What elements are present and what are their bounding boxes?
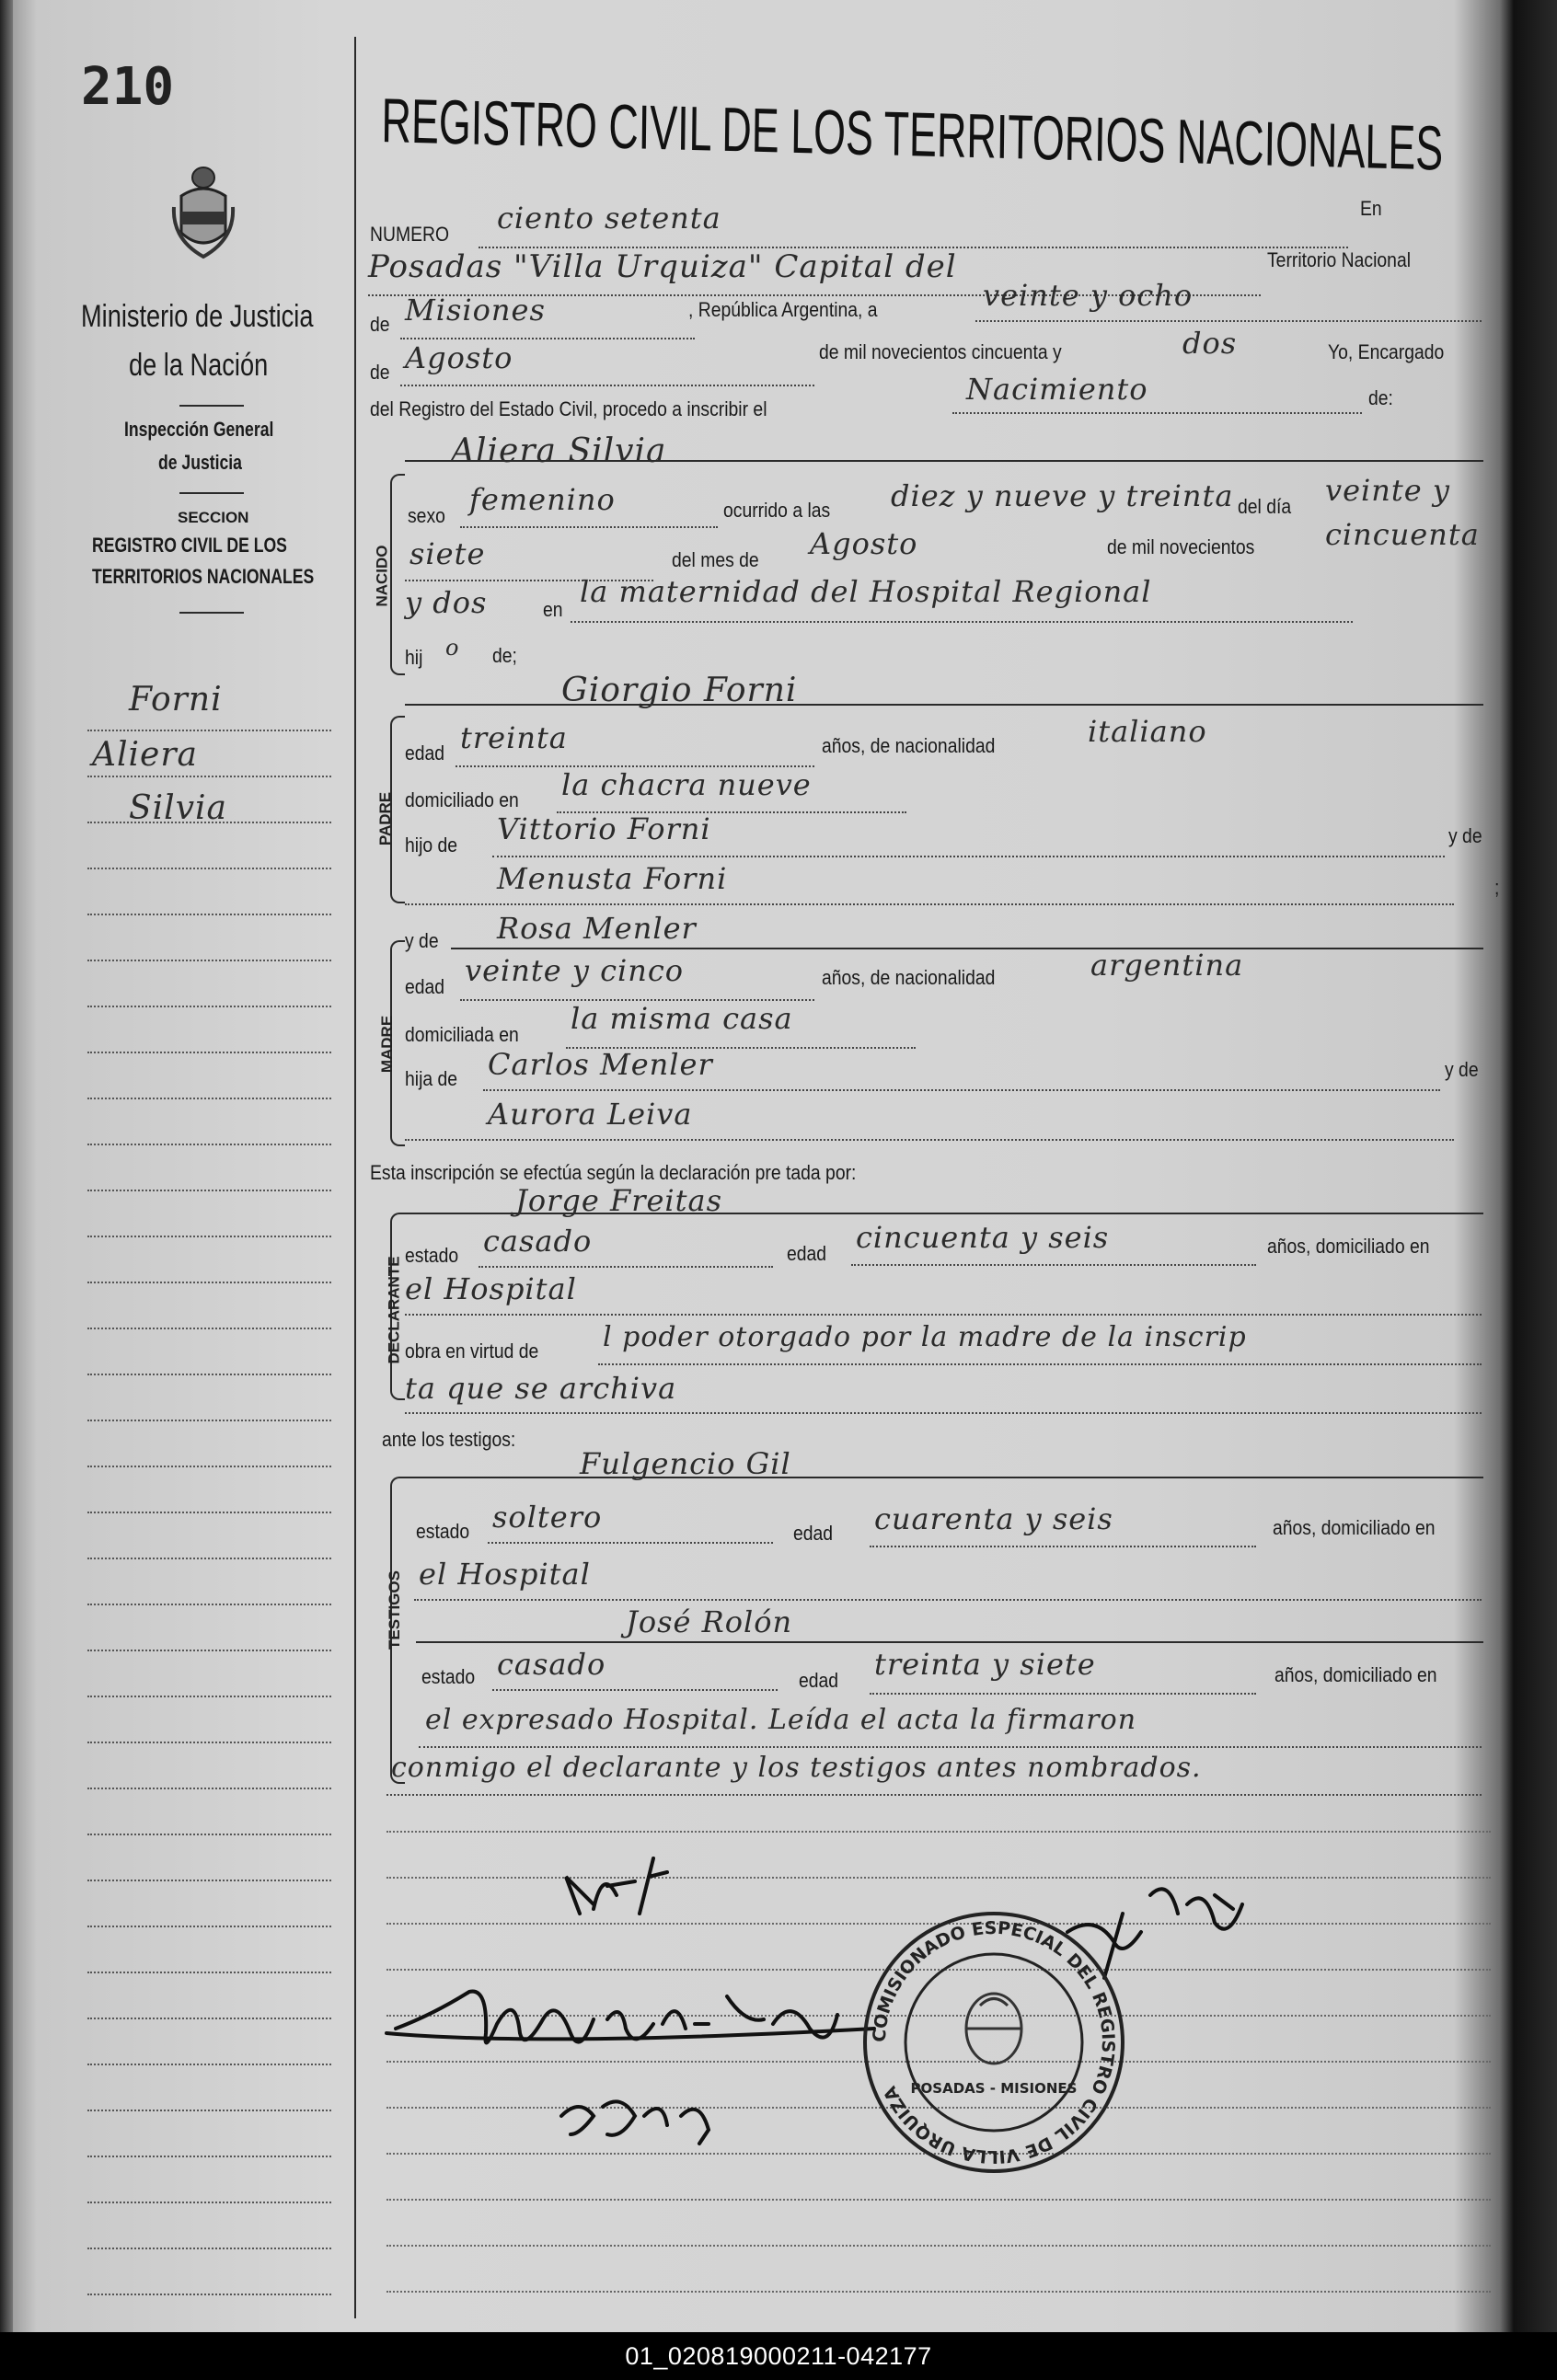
madre-hija-dots: [483, 1089, 1440, 1091]
declarante-edad-value: cincuenta y seis: [856, 1220, 1110, 1255]
madre-hija-label: hija de: [405, 1067, 458, 1090]
padre-dom-value: la chacra nueve: [561, 767, 812, 802]
dia-label: del día: [1238, 495, 1292, 518]
dia-value: veinte y ocho: [983, 278, 1194, 313]
testigo2-nombre: José Rolón: [626, 1604, 793, 1639]
obra-dots: [598, 1363, 1482, 1365]
madre-yde-label: y de: [405, 929, 439, 952]
madre-side-label: MADRE: [378, 1015, 397, 1074]
en-label: En: [1360, 197, 1382, 220]
place-value: Posadas "Villa Urquiza" Capital del: [368, 248, 957, 285]
section-divider: [179, 612, 244, 614]
lugar-value: la maternidad del Hospital Regional: [580, 574, 1152, 609]
testigo1-dom-label: años, domiciliado en: [1273, 1516, 1436, 1539]
mes-dots: [400, 385, 814, 386]
declarante-top-rule: [405, 1213, 1483, 1214]
inspection-divider: [179, 492, 244, 494]
testigo1-estado-dots: [488, 1542, 773, 1544]
inspection-line2: de Justicia: [158, 451, 242, 474]
acto-value: Nacimiento: [966, 372, 1148, 407]
testigo2-rule: [416, 1641, 1483, 1643]
declaracion-text: Esta inscripción se efectúa según la declaración pre tada por:: [370, 1161, 857, 1184]
sexo-label: sexo: [408, 504, 445, 527]
nacido-side-label: NACIDO: [373, 545, 391, 607]
madre-madre-value: Aurora Leiva: [488, 1097, 693, 1132]
nacido-year-value: cincuenta: [1325, 517, 1480, 552]
margin-name-line3: Silvia: [129, 789, 228, 827]
nacido-mes-value: Agosto: [810, 526, 918, 561]
testigo1-estado-label: estado: [416, 1520, 470, 1543]
section-line1: SECCION: [178, 509, 249, 526]
obra-value2: ta que se archiva: [405, 1371, 677, 1406]
year-label: de mil novecientos cincuenta y: [819, 340, 1062, 363]
de-label: de: [370, 313, 390, 336]
margin-column-rule: [354, 37, 356, 2318]
testigos-side-label: TESTIGOS: [385, 1570, 403, 1650]
padre-hijo-dots: [492, 856, 1445, 857]
padre-edad-value: treinta: [460, 720, 568, 755]
madre-edad-value: veinte y cinco: [465, 953, 685, 988]
declarante-nombre-value: Jorge Freitas: [515, 1183, 723, 1218]
padre-nac-label: años, de nacionalidad: [822, 734, 996, 757]
declarante-estado-label: estado: [405, 1244, 459, 1267]
de3-label: de:: [1368, 386, 1393, 409]
hora-label: ocurrido a las: [723, 499, 831, 522]
obra-value: l poder otorgado por la madre de la inscrip: [603, 1321, 1247, 1353]
coat-of-arms-icon: [170, 161, 236, 260]
padre-top-rule: [405, 704, 1483, 706]
acto-dots: [952, 412, 1362, 414]
testigo2-dom-dots: [419, 1746, 1482, 1748]
hijo-label: hij: [405, 646, 423, 669]
padre-nombre-value: Giorgio Forni: [561, 672, 798, 709]
page-title: REGISTRO CIVIL DE LOS TERRITORIOS NACIONALES: [381, 85, 1444, 184]
madre-dom-label: domiciliada en: [405, 1023, 519, 1046]
testigo2-dom: el expresado Hospital. Leída el acta la firmaron: [425, 1704, 1137, 1736]
inspection-line1: Inspección General: [124, 418, 274, 441]
year-value: dos: [1182, 326, 1238, 361]
de2-label: de: [370, 361, 390, 384]
testigo2-estado-label: estado: [421, 1665, 476, 1688]
madre-nombre-value: Rosa Menler: [497, 911, 697, 946]
nacido-mes-label: del mes de: [672, 548, 759, 571]
closing-dots: [386, 1794, 1482, 1796]
madre-nac-value: argentina: [1090, 948, 1244, 983]
nacido-top-rule: [405, 460, 1483, 462]
yo-label: Yo, Encargado: [1328, 340, 1445, 363]
section-line3: TERRITORIOS NACIONALES: [92, 565, 315, 588]
testigo2-estado: casado: [497, 1647, 606, 1682]
section-line2: REGISTRO CIVIL DE LOS: [92, 534, 287, 557]
padre-hijo-value: Vittorio Forni: [497, 811, 711, 846]
nacido-bracket: [390, 474, 405, 675]
testigo1-edad-dots: [870, 1546, 1256, 1547]
padre-nac-value: italiano: [1088, 714, 1207, 749]
territorio-label: Territorio Nacional: [1267, 248, 1412, 271]
nacido-de-label: de;: [492, 644, 517, 667]
padre-yde-label: y de: [1448, 824, 1482, 847]
nacido-en-label: en: [543, 598, 563, 621]
testigo2-estado-dots: [492, 1689, 778, 1691]
nacido-year-value2: y dos: [405, 585, 488, 620]
declarante-dom-label: años, domiciliado en: [1267, 1235, 1430, 1258]
declarante-edad-label: edad: [787, 1242, 827, 1265]
padre-dom-label: domiciliado en: [405, 788, 519, 811]
territorio-value: Misiones: [405, 293, 546, 328]
padre-madre-dots: [405, 903, 1454, 905]
obra2-dots: [405, 1412, 1482, 1414]
stamp-center-text: POSADAS - MISIONES: [910, 2080, 1078, 2097]
territorio-dots: [400, 338, 695, 339]
testigo1-dom-dots: [414, 1599, 1482, 1601]
sexo-value: femenino: [469, 482, 616, 517]
hora-value: diez y nueve y treinta: [891, 478, 1234, 513]
padre-side-label: PADRE: [376, 791, 395, 846]
testigo1-edad-label: edad: [793, 1522, 834, 1545]
declarante-dom-dots: [405, 1314, 1482, 1316]
testigos-top-rule: [405, 1477, 1483, 1478]
stamp-ring-text: COMISIONADO ESPECIAL DEL REGISTRO CIVIL DE VILLA URQUIZA: [869, 1917, 1119, 2167]
numero-label: NUMERO: [370, 223, 450, 246]
declarante-estado-value: casado: [483, 1224, 593, 1259]
ministry-line1: Ministerio de Justicia: [81, 299, 314, 334]
page-number: 210: [81, 57, 175, 117]
padre-edad-label: edad: [405, 742, 445, 765]
margin-name-line2: Aliera: [92, 736, 199, 774]
madre-edad-label: edad: [405, 975, 445, 998]
republica-label: , República Argentina, a: [688, 298, 878, 321]
lugar-dots: [571, 621, 1353, 623]
closing-text: conmigo el declarante y los testigos antes nombrados.: [391, 1752, 1202, 1784]
margin-name-line1: Forni: [129, 681, 223, 719]
registro-label: del Registro del Estado Civil, procedo a inscribir el: [370, 397, 767, 420]
madre-hija-value: Carlos Menler: [488, 1047, 713, 1082]
numero-value: ciento setenta: [497, 201, 721, 236]
declarante-edad-dots: [851, 1264, 1256, 1266]
testigo2-edad-label: edad: [799, 1669, 839, 1692]
dia-dots: [975, 320, 1482, 322]
testigo1-estado: soltero: [492, 1500, 603, 1535]
declarante-dom-value: el Hospital: [405, 1271, 577, 1306]
padre-semicolon: ;: [1494, 876, 1500, 899]
testigo1-dom: el Hospital: [419, 1557, 591, 1592]
madre-top-rule: [451, 948, 1483, 949]
ministry-divider: [179, 405, 244, 407]
nacido-dia-value2: siete: [409, 536, 486, 571]
madre-madre-dots: [405, 1139, 1454, 1141]
ante-testigos-label: ante los testigos:: [382, 1428, 516, 1451]
testigo2-edad-dots: [870, 1693, 1256, 1695]
scan-id-footer: 01_020819000211-042177: [0, 2332, 1557, 2380]
padre-madre-value: Menusta Forni: [497, 861, 728, 896]
binding-edge: [0, 0, 13, 2332]
declarante-side-label: DECLARANTE: [385, 1256, 403, 1364]
madre-dom-value: la misma casa: [571, 1001, 793, 1036]
testigo2-edad: treinta y siete: [874, 1647, 1096, 1682]
nacido-dia-value: veinte y: [1325, 473, 1450, 508]
mes-value: Agosto: [405, 340, 513, 375]
sexo-dots: [460, 526, 718, 528]
testigo2-dom-label: años, domiciliado en: [1274, 1663, 1437, 1686]
obra-label: obra en virtud de: [405, 1339, 539, 1362]
nombre-value: Aliera Silvia: [451, 432, 667, 470]
madre-nac-label: años, de nacionalidad: [822, 966, 996, 989]
ministry-line2: de la Nación: [129, 348, 269, 383]
nacido-year-label: de mil novecientos: [1107, 535, 1255, 558]
hijo-value: o: [445, 635, 460, 661]
official-stamp: [856, 1904, 1132, 2180]
declarante-estado-dots: [479, 1266, 773, 1268]
madre-yde2-label: y de: [1445, 1058, 1479, 1081]
testigo1-edad: cuarenta y seis: [874, 1501, 1113, 1536]
padre-hijo-label: hijo de: [405, 834, 458, 857]
testigo1-nombre: Fulgencio Gil: [580, 1446, 791, 1481]
